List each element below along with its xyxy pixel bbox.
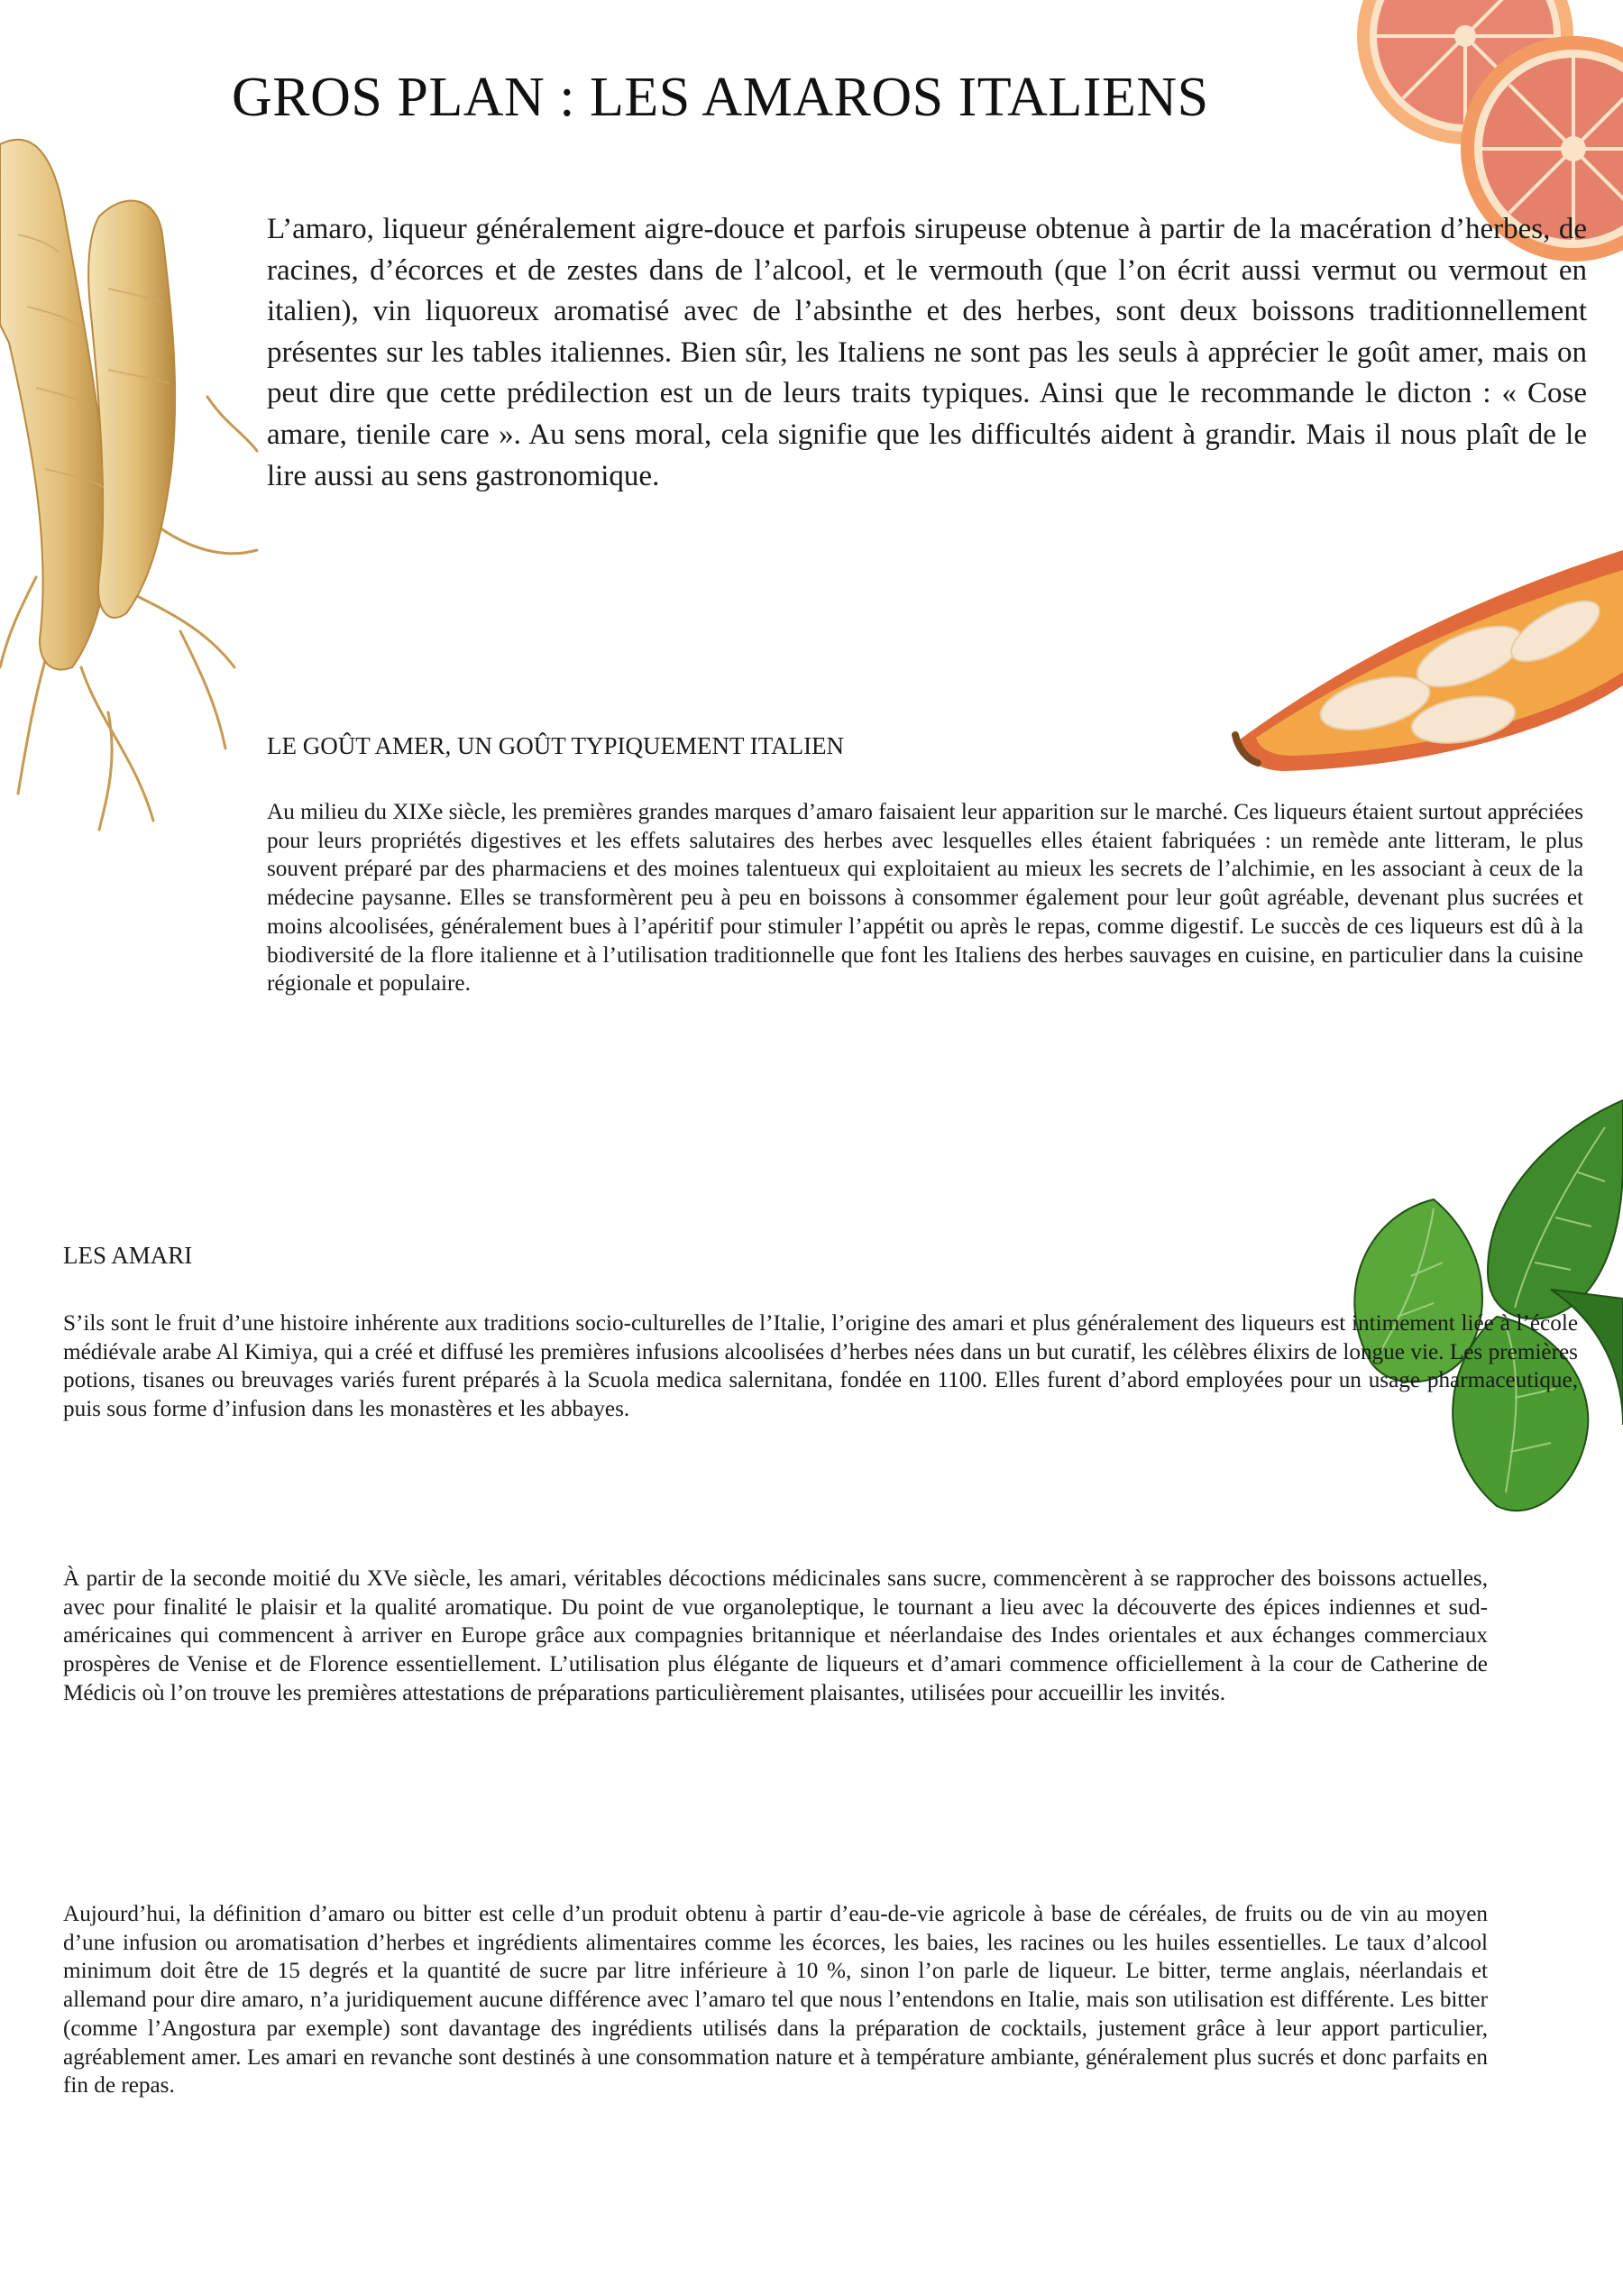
section-paragraph: Au milieu du XIXe siècle, les premières grandes marques d’amaro faisaient leur apparition sur le marché. Ces liqueurs étaient surtout appréciées pour leurs propriétés digestives et les effets salutaires des herbes avec lesquelles elles étaient fabriquées : un remède ante litteram, le plus souvent préparé par des pharmaciens et des moines talentueux qui exploitaient au mieux les secrets de l’alchimie, en les associant à ceux de la médecine paysanne. Elles se transformèrent peu à peu en boissons à consommer également pour leur goût agréable, devenant plus sucrées et moins alcoolisées, généralement bues à l’apéritif pour stimuler l’appétit ou après le repas, comme digestif. Le succès de ces liqueurs est dû à la biodiversité de la flore italienne et à l’utilisation traditionnelle que font les Italiens des herbes sauvages en cuisine, en particulier dans la cuisine régionale et populaire. (267, 800, 1583, 996)
basil-leaves-icon (1334, 1091, 1623, 1524)
section-title-amari: LES AMARI (63, 1242, 193, 1269)
section-title-gout-amer: LE GOÛT AMER, UN GOÛT TYPIQUEMENT ITALIEN (267, 732, 845, 759)
section-paragraph: S’ils sont le fruit d’une histoire inhérente aux traditions socio-culturelles de l’Italie, l’origine des amari et plus généralement des liqueurs est intimement liée à l’école médiévale arabe Al Kimiya, qui a créé et diffusé les premières infusions alcoolisées d’herbes nées dans un but curatif, les célèbres élixirs de longue vie. Les premières potions, tisanes ou breuvages variés furent préparés à la Scuola medica salernitana, fondée en 1100. Elles furent d’abord employées pour un usage pharmaceutique, puis sous forme d’infusion dans les monastères et les abbayes. (63, 1311, 1578, 1422)
ginseng-root-icon (0, 126, 261, 839)
page-title: GROS PLAN : LES AMAROS ITALIENS (232, 67, 1209, 128)
intro-paragraph: L’amaro, liqueur généralement aigre-douce et parfois sirupeuse obtenue à partir de la macération d’herbes, de racines, d’écorces et de zestes dans de l’alcool, et le vermouth (que l’on écrit aussi vermut ou vermout en italien), vin liquoreux aromatisé avec de l’absinthe et des herbes, sont deux boissons traditionnellement présentes sur les tables italiennes. Bien sûr, les Italiens ne sont pas les seuls à apprécier le goût amer, mais on peut dire que cette prédilection est un de leurs traits typiques. Ainsi que le recommande le dicton : « Cose amare, tienile care ». Au sens moral, cela signifie que les difficultés aident à grandir. Mais il nous plaît de le lire aussi au sens gastronomique. (267, 213, 1587, 492)
section-paragraph: Aujourd’hui, la définition d’amaro ou bitter est celle d’un produit obtenu à partir d’eau-de-vie agricole à base de céréales, de fruits ou de vin au moyen d’une infusion ou aromatisation d’herbes et ingrédients alimentaires comme les écorces, les baies, les racines ou les huiles essentielles. Le taux d’alcool minimum doit être de 15 degrés et la quantité de sucre par litre inférieure à 10 %, sinon l’on parle de liqueur. Le bitter, terme anglais, néerlandais et allemand pour dire amaro, n’a juridiquement aucune différence avec l’amaro tel que nous l’entendons en Italie, mais son utilisation est différente. Les bitter (comme l’Angostura par exemple) sont davantage des ingrédients utilisés dans la préparation de cocktails, justement grâce à leur apport particulier, agréablement amer. Les amari en revanche sont destinés à une consommation nature et à température ambiante, généralement plus sucrés et donc parfaits en fin de repas. (63, 1902, 1488, 2099)
section-paragraph: À partir de la seconde moitié du XVe siècle, les amari, véritables décoctions médicinales sans sucre, commencèrent à se rapprocher des boissons actuelles, avec pour finalité le plaisir et la qualité aromatique. Du point de vue organoleptique, le tournant a lieu avec la découverte des épices indiennes et sud-américaines qui commencent à arriver en Europe grâce aux compagnies britannique et néerlandaise des Indes orientales et aux échanges commerciaux prospères de Venise et de Florence essentiellement. L’utilisation plus élégante de liqueurs et d’amari commence officiellement à la cour de Catherine de Médicis où l’on trouve les premières attestations de préparations particulièrement plaisantes, utilisées pour accueillir les invités. (63, 1566, 1488, 1705)
orange-wedge-icon (1231, 550, 1623, 785)
